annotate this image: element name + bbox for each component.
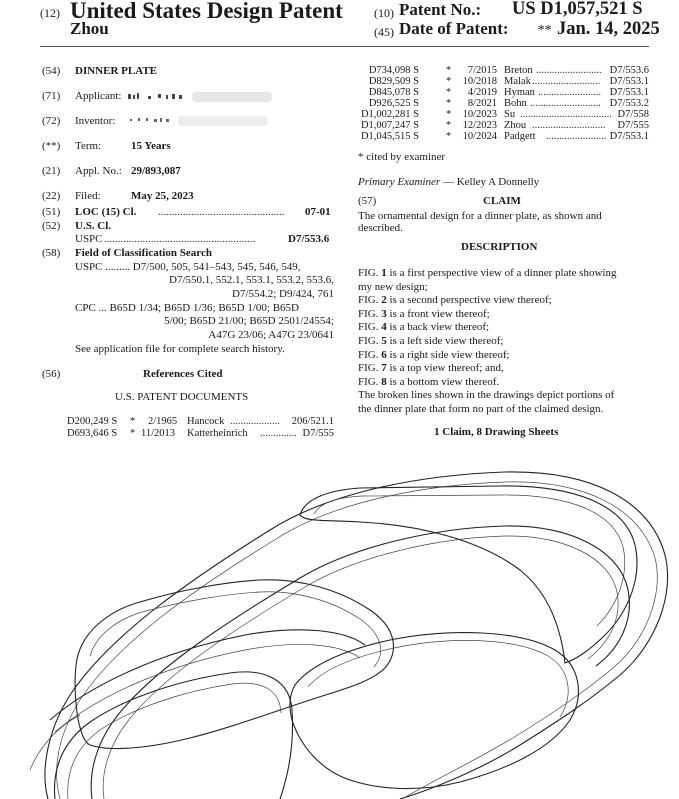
ref-star: * [446, 109, 452, 120]
ref-name: Padgett [504, 131, 536, 142]
ref-star: * [446, 131, 452, 142]
claim-heading: CLAIM [483, 195, 521, 207]
ref-star: * [446, 98, 452, 109]
ref-date: 2/1965 [148, 416, 178, 427]
fig-description [358, 308, 616, 322]
fig-description [358, 376, 616, 390]
reference-row [358, 120, 649, 131]
field-line-3: D7/554.2; D9/424, 761 [231, 288, 334, 300]
filed-label: Filed: [75, 190, 101, 202]
ref-star: * [446, 76, 452, 87]
ref-leader: ............................ [532, 120, 606, 131]
ref-date: 10/2018 [462, 76, 497, 87]
ref-name: Katterheinrich [187, 428, 248, 439]
reference-row [358, 98, 649, 109]
search-history-note: See application file for complete search history. [75, 343, 285, 355]
fig-number: 4 [381, 321, 387, 334]
ref-date: 7/2015 [467, 65, 497, 76]
ref-class: D7/553.2 [609, 98, 649, 109]
ref-leader: ................... [230, 416, 280, 427]
ref-name: Su [504, 109, 516, 120]
loc-value: 07-01 [305, 206, 331, 218]
fig-label: FIG. [358, 267, 379, 279]
inid-code-57: (57) [358, 195, 377, 207]
primary-examiner [358, 176, 539, 188]
ref-number: D1,045,515 S [360, 131, 419, 142]
inventor-label: Inventor: [75, 115, 116, 127]
applicant-label: Applicant: [75, 90, 122, 102]
fig-description-continued [358, 281, 616, 295]
ref-date: 10/2023 [462, 109, 497, 120]
ref-leader: ........................ [538, 87, 601, 98]
ref-name: Malak [504, 76, 531, 87]
loc-leader: .............................................. [158, 206, 285, 218]
fig-text: is a bottom view thereof. [389, 375, 500, 388]
dinner-plate-drawing [0, 470, 679, 799]
fig-text: is a top view thereof; and, [389, 362, 504, 375]
ref-number: D845,078 S [368, 87, 419, 98]
ref-star: * [446, 65, 452, 76]
reference-row [358, 131, 649, 142]
primary-examiner-label: Primary Examiner [358, 176, 441, 188]
document-title: United States Design Patent [70, 0, 343, 23]
field-line-6: A47G 23/06; A47G 23/0641 [208, 329, 334, 341]
uspc-leader: ....................................................... [104, 233, 256, 245]
inid-code-term: (**) [42, 140, 61, 152]
ref-leader: ....................... [546, 131, 607, 142]
claim-text-line-2: described. [358, 222, 403, 234]
fig-description [358, 362, 616, 376]
ref-date: 12/2023 [462, 120, 497, 131]
fig-label: FIG. [358, 334, 379, 347]
patent-number: US D1,057,521 S [512, 0, 643, 19]
ref-number: D200,249 S [67, 416, 118, 427]
reference-row [42, 428, 334, 440]
fig-number: 1 [381, 267, 387, 279]
ref-name: Zhou [504, 120, 527, 131]
claims-and-sheets: 1 Claim, 8 Drawing Sheets [434, 426, 559, 438]
ref-date: 8/2021 [467, 98, 497, 109]
reference-row [358, 109, 649, 120]
claim-text-line-1: The ornamental design for a dinner plate, as shown and [358, 210, 602, 222]
ref-class: D7/553.1 [609, 76, 649, 87]
inid-code-12: (12) [40, 6, 60, 20]
ref-star: * [446, 120, 452, 131]
ref-class: 206/521.1 [291, 416, 334, 427]
ref-leader: ........................... [530, 98, 601, 109]
fig-description [358, 349, 616, 363]
fig-number: 8 [381, 375, 387, 388]
inventor-surname: Zhou [70, 19, 109, 38]
ref-number: D829,509 S [368, 76, 419, 87]
ref-number: D1,002,281 S [360, 109, 419, 120]
fig-number: 5 [381, 334, 387, 347]
fig-label: FIG. [358, 307, 379, 320]
ref-star: * [130, 428, 136, 439]
inid-code-58: (58) [42, 247, 61, 259]
ref-number: D1,007,247 S [360, 120, 419, 131]
ref-name: Hyman [504, 87, 535, 98]
uspc-value: D7/553.6 [288, 233, 330, 245]
fig-text: is a front view thereof; [389, 307, 490, 320]
field-line-5: 5/00; B65D 21/00; B65D 2501/24554; [164, 315, 334, 327]
fig-text: is a right side view thereof; [389, 348, 510, 361]
ref-star: * [446, 87, 452, 98]
fig-number: 7 [381, 362, 387, 375]
field-line-4: CPC ... B65D 1/34; B65D 1/36; B65D 1/00; B65D [75, 302, 300, 314]
date-of-patent: Jan. 14, 2025 [557, 19, 660, 39]
fig-description [358, 294, 616, 308]
patent-number-label: Patent No.: [399, 0, 482, 19]
ref-class: D7/555 [617, 120, 649, 131]
ref-class: D7/553.1 [609, 131, 649, 142]
reference-row [358, 76, 649, 87]
references-cited-heading: References Cited [143, 368, 223, 380]
ref-name: Hancock [187, 416, 225, 427]
ref-name: Bohn [504, 98, 527, 109]
description-heading: DESCRIPTION [461, 241, 538, 253]
reference-row [358, 87, 649, 98]
filed-value: May 25, 2023 [131, 190, 194, 202]
date-stars: ** [537, 23, 551, 38]
right-reference-list [358, 65, 649, 142]
ref-star: * [130, 416, 136, 427]
field-line-1: USPC ......... D7/500, 505, 541–543, 545, 546, 549, [75, 261, 301, 273]
ref-name: Breton [504, 65, 533, 76]
design-title: DINNER PLATE [75, 65, 158, 77]
broken-lines-note-2: the dinner plate that form no part of the claimed design. [358, 402, 604, 415]
term-label: Term: [75, 140, 102, 152]
ref-leader: ................................... [520, 109, 612, 120]
ref-date: 11/2013 [141, 428, 176, 439]
inid-code-51: (51) [42, 206, 61, 218]
cited-by-examiner-note: * cited by examiner [358, 151, 446, 163]
ref-number: D693,646 S [67, 428, 118, 439]
fig-label: FIG. [358, 375, 379, 388]
header-rule [40, 46, 649, 47]
term-value: 15 Years [131, 140, 171, 152]
us-patent-docs-heading: U.S. PATENT DOCUMENTS [115, 391, 249, 403]
ref-leader: ......................... [536, 65, 602, 76]
inventor-name-redacted [126, 112, 286, 128]
ref-leader: .......................... [532, 76, 601, 87]
ref-class: D7/558 [617, 109, 649, 120]
fig-description [358, 335, 616, 349]
fig-description [358, 267, 616, 281]
fig-label: FIG. [358, 294, 379, 307]
ref-class: D7/553.1 [609, 87, 649, 98]
uspc-label: USPC [75, 233, 103, 245]
inid-code-54: (54) [42, 65, 61, 77]
us-cl-label: U.S. Cl. [75, 220, 112, 232]
ref-class: D7/555 [302, 428, 334, 439]
ref-date: 10/2024 [462, 131, 497, 142]
loc-label: LOC (15) Cl. [75, 206, 137, 218]
fig-number: 2 [381, 294, 387, 307]
inid-code-21: (21) [42, 165, 61, 177]
ref-number: D734,098 S [368, 65, 419, 76]
fig-description [358, 321, 616, 335]
fig-label: FIG. [358, 362, 379, 375]
fig-text: my new design; [358, 280, 428, 293]
examiner-dash: — [442, 176, 454, 188]
date-of-patent-label: Date of Patent: [399, 19, 509, 38]
fig-label: FIG. [358, 321, 379, 334]
field-line-2: D7/550.1, 552.1, 553.1, 553.2, 553.6, [169, 274, 334, 286]
left-reference-list [42, 416, 334, 440]
fig-text: is a second perspective view thereof; [389, 294, 552, 307]
fig-number: 6 [381, 348, 387, 361]
examiner-name: Kelley A Donnelly [456, 176, 540, 188]
fig-text: is a left side view thereof; [389, 334, 504, 347]
inid-code-72: (72) [42, 115, 61, 127]
reference-row [42, 416, 334, 428]
ref-class: D7/553.6 [609, 65, 649, 76]
inid-code-52: (52) [42, 220, 61, 232]
fig-text: is a first perspective view of a dinner plate showing [389, 267, 617, 279]
fig-number: 3 [381, 307, 387, 320]
appl-no-label: Appl. No.: [75, 165, 122, 177]
applicant-name-redacted [126, 88, 286, 104]
inid-code-10: (10) [374, 6, 394, 20]
inid-code-45: (45) [374, 25, 394, 39]
ref-leader: .............. [260, 428, 297, 439]
fig-text: is a back view thereof; [389, 321, 490, 334]
reference-row [358, 65, 649, 76]
inid-code-22: (22) [42, 190, 61, 202]
inid-code-56: (56) [42, 368, 61, 380]
ref-date: 4/2019 [467, 87, 497, 98]
figure-descriptions [358, 267, 616, 417]
fig-label: FIG. [358, 348, 379, 361]
appl-no-value: 29/893,087 [131, 165, 181, 177]
inid-code-71: (71) [42, 90, 61, 102]
field-search-label: Field of Classification Search [75, 247, 212, 259]
ref-number: D926,525 S [368, 98, 419, 109]
broken-lines-note-1: The broken lines shown in the drawings depict portions of [358, 389, 615, 402]
